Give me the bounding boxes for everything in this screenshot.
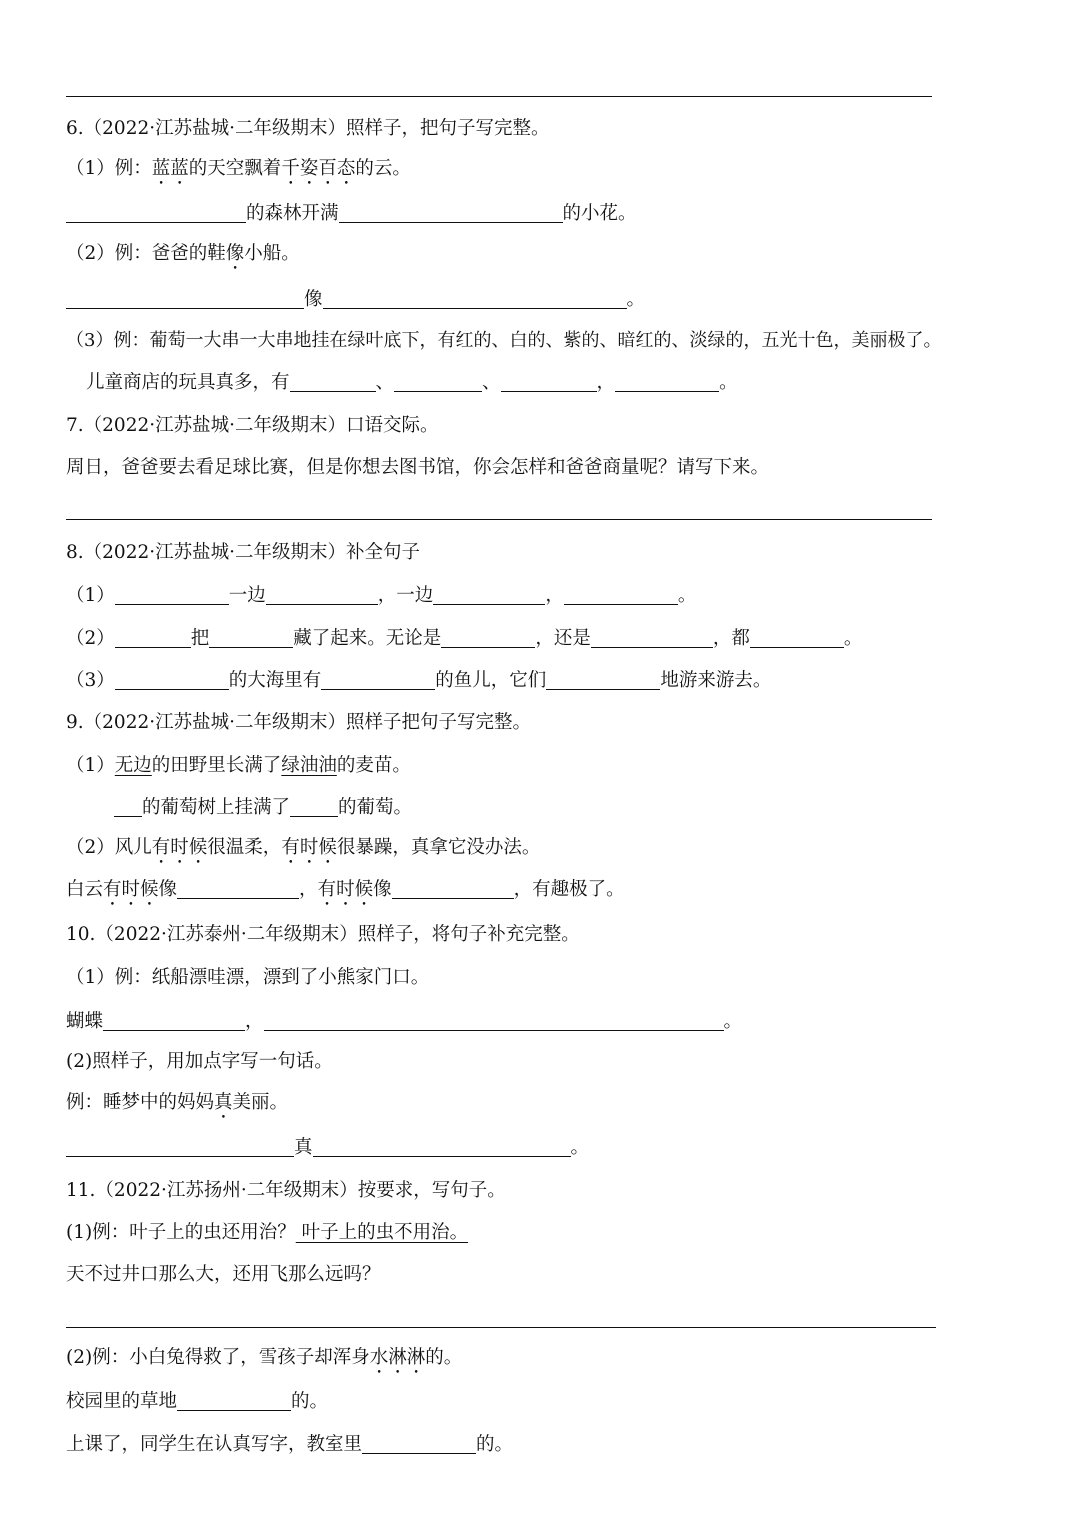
answer-blank[interactable] bbox=[290, 796, 338, 817]
question-6-header: 6.（2022·江苏盐城·二年级期末）照样子，把句子写完整。 bbox=[66, 118, 550, 139]
q11-answer-2a bbox=[66, 1390, 328, 1414]
answer-blank[interactable] bbox=[546, 669, 660, 690]
q7-prompt: 周日，爸爸要去看足球比赛，但是你想去图书馆，你会怎样和爸爸商量呢？请写下来。 bbox=[66, 457, 770, 478]
answer-text: 上课了，同学生在认真写字，教室里 bbox=[66, 1434, 363, 1455]
answer-text: ，都 bbox=[712, 628, 750, 649]
q6-example-1 bbox=[66, 157, 411, 189]
example-text: 美丽。 bbox=[232, 1092, 289, 1113]
dotted-text: 水淋淋 bbox=[369, 1347, 426, 1368]
question-10-header: 10.（2022·江苏泰州·二年级期末）照样子，将句子补充完整。 bbox=[66, 924, 580, 945]
part-number: （3） bbox=[66, 670, 115, 691]
answer-blank[interactable] bbox=[313, 1136, 571, 1157]
answer-blank[interactable] bbox=[266, 584, 378, 605]
answer-rule bbox=[66, 96, 932, 97]
answer-blank[interactable] bbox=[209, 627, 293, 648]
answer-blank[interactable] bbox=[103, 1010, 245, 1031]
dotted-text: 有时候 bbox=[281, 837, 337, 858]
q8-part-2 bbox=[66, 627, 862, 651]
answer-blank[interactable] bbox=[66, 288, 304, 309]
answer-text: 的。 bbox=[476, 1434, 514, 1455]
answer-text: 把 bbox=[190, 628, 210, 649]
example-text: （2）例：爸爸的鞋 bbox=[66, 243, 226, 264]
answer-text: ，还是 bbox=[535, 628, 591, 649]
answer-text: 蝴蝶 bbox=[66, 1011, 104, 1032]
answer-blank[interactable] bbox=[321, 669, 435, 690]
answer-blank[interactable] bbox=[441, 627, 535, 648]
q6-answer-2 bbox=[66, 288, 645, 312]
answer-blank[interactable] bbox=[323, 288, 627, 309]
q8-part-3 bbox=[66, 669, 771, 693]
question-11-header: 11.（2022·江苏扬州·二年级期末）按要求，写句子。 bbox=[66, 1180, 506, 1201]
dotted-text: 千姿百态 bbox=[281, 158, 356, 179]
answer-text: ，有趣极了。 bbox=[513, 879, 625, 900]
example-text: 的云。 bbox=[355, 158, 411, 179]
answer-blank[interactable] bbox=[501, 371, 597, 392]
underlined-text: 绿油油 bbox=[281, 755, 337, 776]
answer-text: ，一边 bbox=[377, 585, 434, 606]
answer-text: 一边 bbox=[228, 585, 266, 606]
q10-example-2 bbox=[66, 1091, 288, 1123]
example-text: 例：睡梦中的妈妈 bbox=[66, 1092, 215, 1113]
answer-text: 像 bbox=[304, 289, 323, 310]
dotted-text: 有时候 bbox=[317, 879, 374, 900]
answer-text: 儿童商店的玩具真多，有 bbox=[86, 372, 290, 393]
dotted-text: 有时候 bbox=[151, 837, 208, 858]
answer-text: 。 bbox=[719, 372, 738, 393]
dotted-text: 蓝蓝 bbox=[151, 158, 189, 179]
example-text: 的麦苗。 bbox=[336, 755, 411, 776]
q10-answer-1 bbox=[66, 1010, 742, 1034]
q11-question-1: 天不过井口那么大，还用飞那么远吗？ bbox=[66, 1264, 381, 1285]
dotted-text: 像 bbox=[225, 243, 245, 264]
answer-blank[interactable] bbox=[115, 627, 191, 648]
answer-text: 的。 bbox=[291, 1391, 329, 1412]
dotted-text: 有时候 bbox=[103, 879, 159, 900]
example-text: 很温柔， bbox=[207, 837, 282, 858]
answer-text: ， bbox=[596, 372, 616, 393]
q9-example-2 bbox=[66, 836, 540, 868]
dotted-text: 真 bbox=[214, 1092, 233, 1113]
answer-text: 。 bbox=[677, 585, 697, 606]
answer-rule[interactable] bbox=[66, 1327, 936, 1328]
example-label: （1）例： bbox=[66, 158, 152, 179]
example-text: 的天空飘着 bbox=[188, 158, 282, 179]
example-text: (2)例：小白兔得救了，雪孩子却浑身 bbox=[66, 1347, 370, 1368]
answer-blank[interactable] bbox=[115, 669, 229, 690]
answer-blank[interactable] bbox=[433, 584, 545, 605]
answer-blank[interactable] bbox=[177, 1390, 291, 1411]
answer-text: ， bbox=[245, 1011, 264, 1032]
answer-blank[interactable] bbox=[177, 878, 299, 899]
example-text: 的田野里长满了 bbox=[151, 755, 282, 776]
question-8-header: 8.（2022·江苏盐城·二年级期末）补全句子 bbox=[66, 542, 420, 563]
answer-blank[interactable] bbox=[115, 584, 229, 605]
answer-blank[interactable] bbox=[264, 1010, 724, 1031]
answer-text: 像 bbox=[373, 879, 392, 900]
example-text: 很暴躁，真拿它没办法。 bbox=[336, 837, 541, 858]
answer-text: ， bbox=[545, 585, 564, 606]
q11-example-1 bbox=[66, 1221, 468, 1245]
q6-example-2 bbox=[66, 242, 300, 274]
part-number: （1） bbox=[66, 755, 115, 776]
answer-rule[interactable] bbox=[66, 519, 932, 520]
answer-text: ， bbox=[299, 879, 318, 900]
answer-text: 的森林开满 bbox=[246, 203, 339, 224]
q11-example-2 bbox=[66, 1346, 462, 1378]
example-text: (1)例：叶子上的虫还用治？ bbox=[66, 1222, 296, 1243]
answer-text: 的葡萄树上挂满了 bbox=[142, 797, 291, 818]
question-9-header: 9.（2022·江苏盐城·二年级期末）照样子把句子写完整。 bbox=[66, 712, 531, 733]
q10-example-1: （1）例：纸船漂哇漂，漂到了小熊家门口。 bbox=[66, 967, 430, 988]
answer-blank[interactable] bbox=[66, 1136, 294, 1157]
answer-text: 校园里的草地 bbox=[66, 1391, 178, 1412]
q8-part-1 bbox=[66, 584, 696, 608]
answer-text: 的葡萄。 bbox=[338, 797, 413, 818]
q6-answer-3 bbox=[86, 371, 738, 395]
example-text: 的。 bbox=[425, 1347, 463, 1368]
q6-example-3: （3）例：葡萄一大串一大串地挂在绿叶底下，有红的、白的、紫的、暗红的、淡绿的，五光十色，美丽极了。 bbox=[66, 330, 942, 351]
answer-text: 、 bbox=[482, 372, 501, 393]
q9-answer-1 bbox=[114, 796, 412, 820]
underlined-text: 无边 bbox=[114, 755, 152, 776]
answer-blank[interactable] bbox=[615, 371, 719, 392]
answer-blank[interactable] bbox=[114, 796, 142, 817]
q11-answer-2b bbox=[66, 1433, 513, 1457]
answer-blank[interactable] bbox=[394, 371, 482, 392]
answer-text: 。 bbox=[723, 1011, 743, 1032]
answer-blank[interactable] bbox=[339, 202, 563, 223]
answer-blank[interactable] bbox=[564, 584, 678, 605]
q10-part-2-title: (2)照样子，用加点字写一句话。 bbox=[66, 1051, 333, 1072]
part-number: （1） bbox=[66, 585, 115, 606]
answer-text: 。 bbox=[570, 1137, 590, 1158]
underlined-text: 叶子上的虫不用治。 bbox=[295, 1222, 469, 1243]
example-text: 小船。 bbox=[244, 243, 300, 264]
question-7-header: 7.（2022·江苏盐城·二年级期末）口语交际。 bbox=[66, 415, 439, 436]
answer-text: 的大海里有 bbox=[228, 670, 322, 691]
q10-answer-2 bbox=[66, 1136, 589, 1160]
answer-text: 。 bbox=[843, 628, 863, 649]
answer-text: 白云 bbox=[66, 879, 104, 900]
answer-blank[interactable] bbox=[290, 371, 376, 392]
q9-example-1 bbox=[66, 754, 411, 778]
answer-blank[interactable] bbox=[66, 202, 246, 223]
q9-answer-2 bbox=[66, 878, 625, 910]
answer-text: 藏了起来。无论是 bbox=[293, 628, 442, 649]
answer-text: 地游来游去。 bbox=[660, 670, 772, 691]
answer-text: 像 bbox=[158, 879, 178, 900]
example-text: （2）风儿 bbox=[66, 837, 152, 858]
answer-text: 的小花。 bbox=[562, 203, 637, 224]
answer-text: 、 bbox=[375, 372, 395, 393]
part-number: （2） bbox=[66, 628, 115, 649]
answer-blank[interactable] bbox=[362, 1433, 476, 1454]
q6-answer-1 bbox=[66, 202, 637, 226]
answer-text: 。 bbox=[626, 289, 646, 310]
answer-blank[interactable] bbox=[750, 627, 844, 648]
answer-text: 真 bbox=[294, 1137, 313, 1158]
answer-text: 的鱼儿，它们 bbox=[435, 670, 547, 691]
answer-blank[interactable] bbox=[392, 878, 514, 899]
answer-blank[interactable] bbox=[591, 627, 713, 648]
